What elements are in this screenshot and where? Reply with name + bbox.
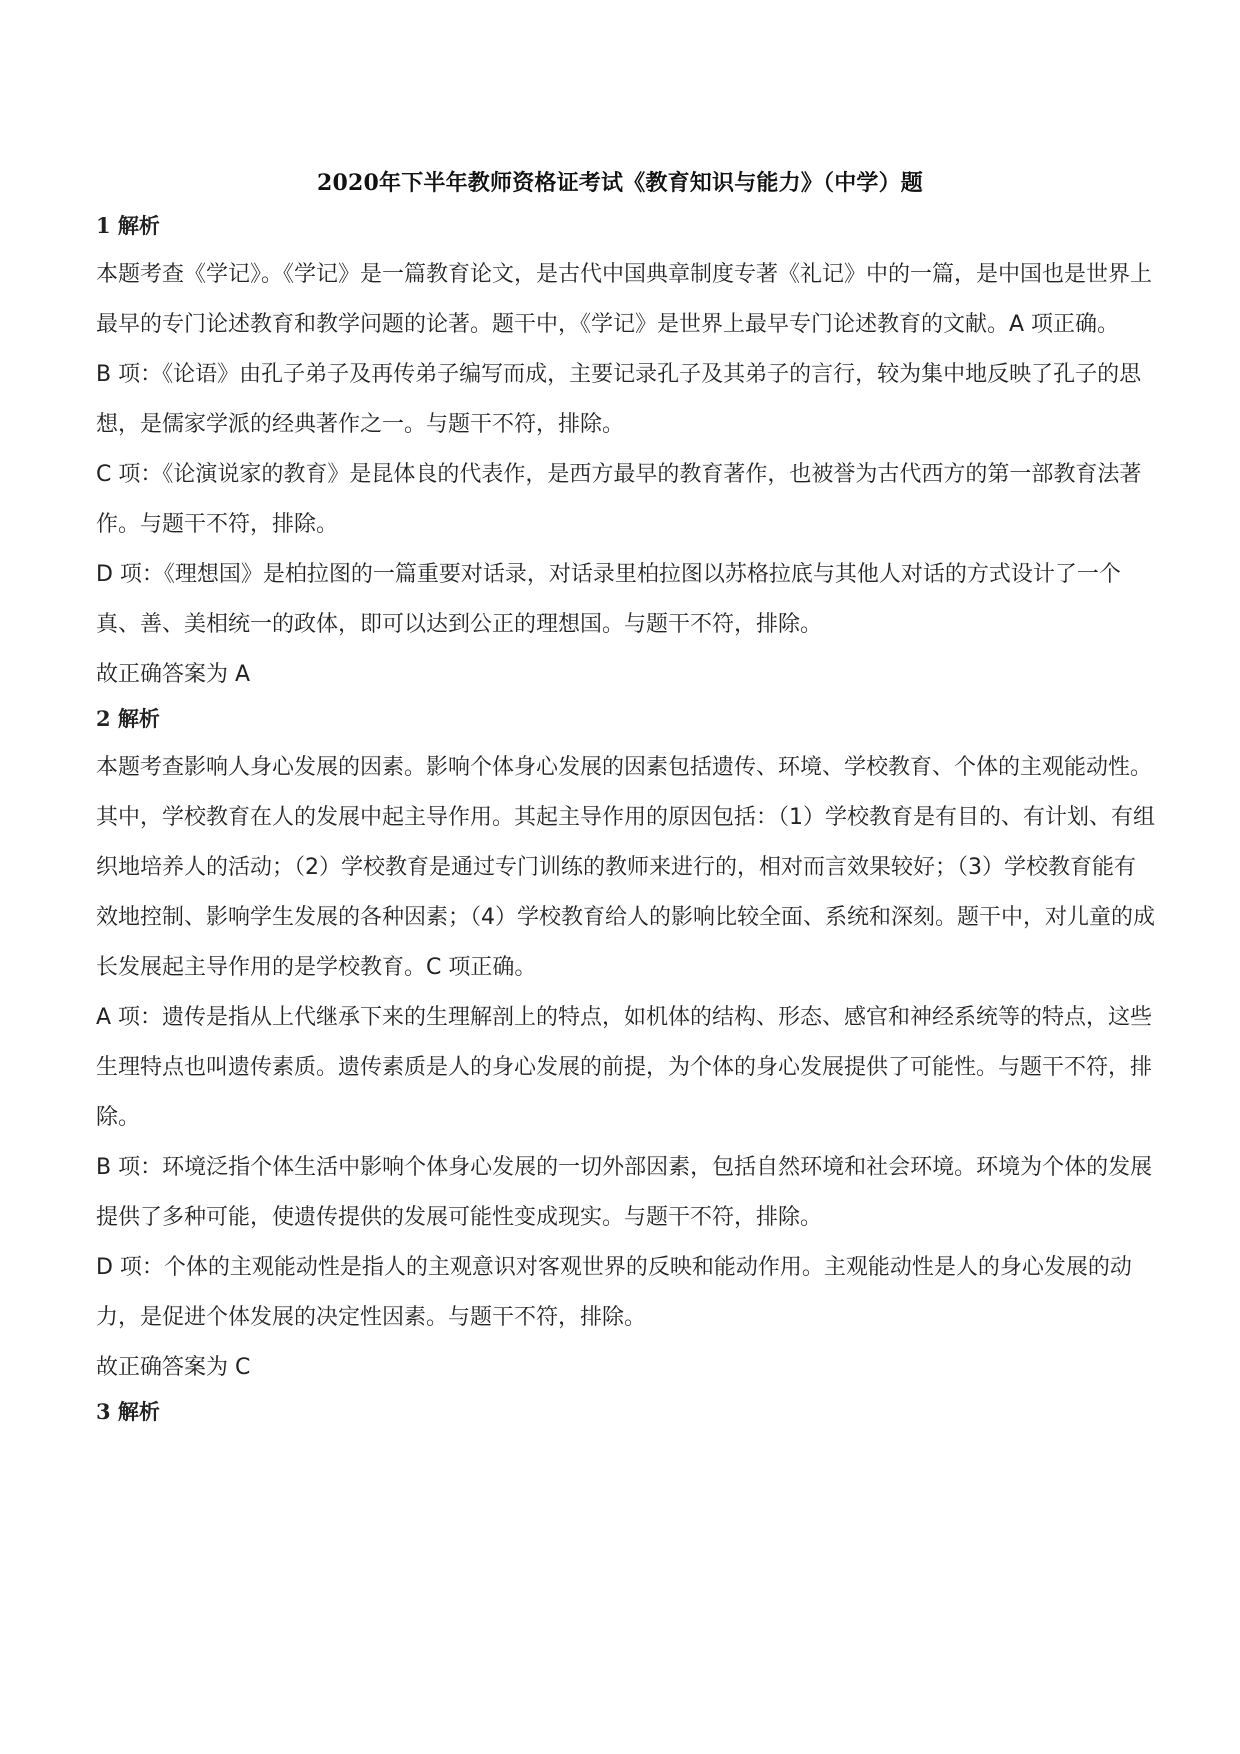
option-d-paragraph: D 项：《理想国》是柏拉图的一篇重要对话录，对话录里柏拉图以苏格拉底与其他人对话的方式设计了一个真、善、美相统一的政体，即可以达到公正的理想国。与题干不符，排除。 <box>96 562 1121 637</box>
explanation-paragraph: 本题考查《学记》。《学记》是一篇教育论文，是古代中国典章制度专著《礼记》中的一篇，是中国也是世界上最早的专门论述教育和教学问题的论著。题干中，《学记》是世界上最早专门论述教育的文献。A 项正确。 <box>96 262 1153 337</box>
section-1 <box>96 212 1156 700</box>
document-body <box>96 212 1156 1436</box>
option-b-paragraph: B 项：环境泛指个体生活中影响个体身心发展的一切外部因素，包括自然环境和社会环境。环境为个体的发展提供了多种可能，使遗传提供的发展可能性变成现实。与题干不符，排除。 <box>96 1155 1153 1230</box>
answer-line: 故正确答案为 A <box>96 662 251 687</box>
option-c-paragraph: C 项：《论演说家的教育》是昆体良的代表作，是西方最早的教育著作，也被誉为古代西方的第一部教育法著作。与题干不符，排除。 <box>96 462 1142 537</box>
option-b-paragraph: B 项：《论语》由孔子弟子及再传弟子编写而成，主要记录孔子及其弟子的言行，较为集中地反映了孔子的思想，是儒家学派的经典著作之一。与题干不符，排除。 <box>96 362 1142 437</box>
section-heading: 1 解析 <box>96 213 160 238</box>
section-heading: 3 解析 <box>96 1399 160 1424</box>
option-d-paragraph: D 项：个体的主观能动性是指人的主观意识对客观世界的反映和能动作用。主观能动性是人的身心发展的动力，是促进个体发展的决定性因素。与题干不符，排除。 <box>96 1255 1132 1330</box>
explanation-paragraph: 本题考查影响人身心发展的因素。影响个体身心发展的因素包括遗传、环境、学校教育、个体的主观能动性。其中，学校教育在人的发展中起主导作用。其起主导作用的原因包括：（1）学校教育是有目的、有计划、有组织地培养人的活动；（2）学校教育是通过专门训练的教师来进行的，相对而言效果较好；（3）学校教育能有效地控制、影响学生发展的各种因素；（4）学校教育给人的影响比较全面、系统和深刻。题干中，对儿童的成长发展起主导作用的是学校教育。C 项正确。 <box>96 755 1156 980</box>
section-heading: 2 解析 <box>96 706 160 731</box>
section-3 <box>96 1398 1156 1426</box>
option-a-paragraph: A 项：遗传是指从上代继承下来的生理解剖上的特点，如机体的结构、形态、感官和神经系统等的特点，这些生理特点也叫遗传素质。遗传素质是人的身心发展的前提，为个体的身心发展提供了可能性。与题干不符，排除。 <box>96 1005 1153 1130</box>
document-title: 2020年下半年教师资格证考试《教育知识与能力》（中学）题 <box>316 170 924 196</box>
section-2 <box>96 705 1156 1393</box>
answer-line: 故正确答案为 C <box>96 1355 251 1380</box>
